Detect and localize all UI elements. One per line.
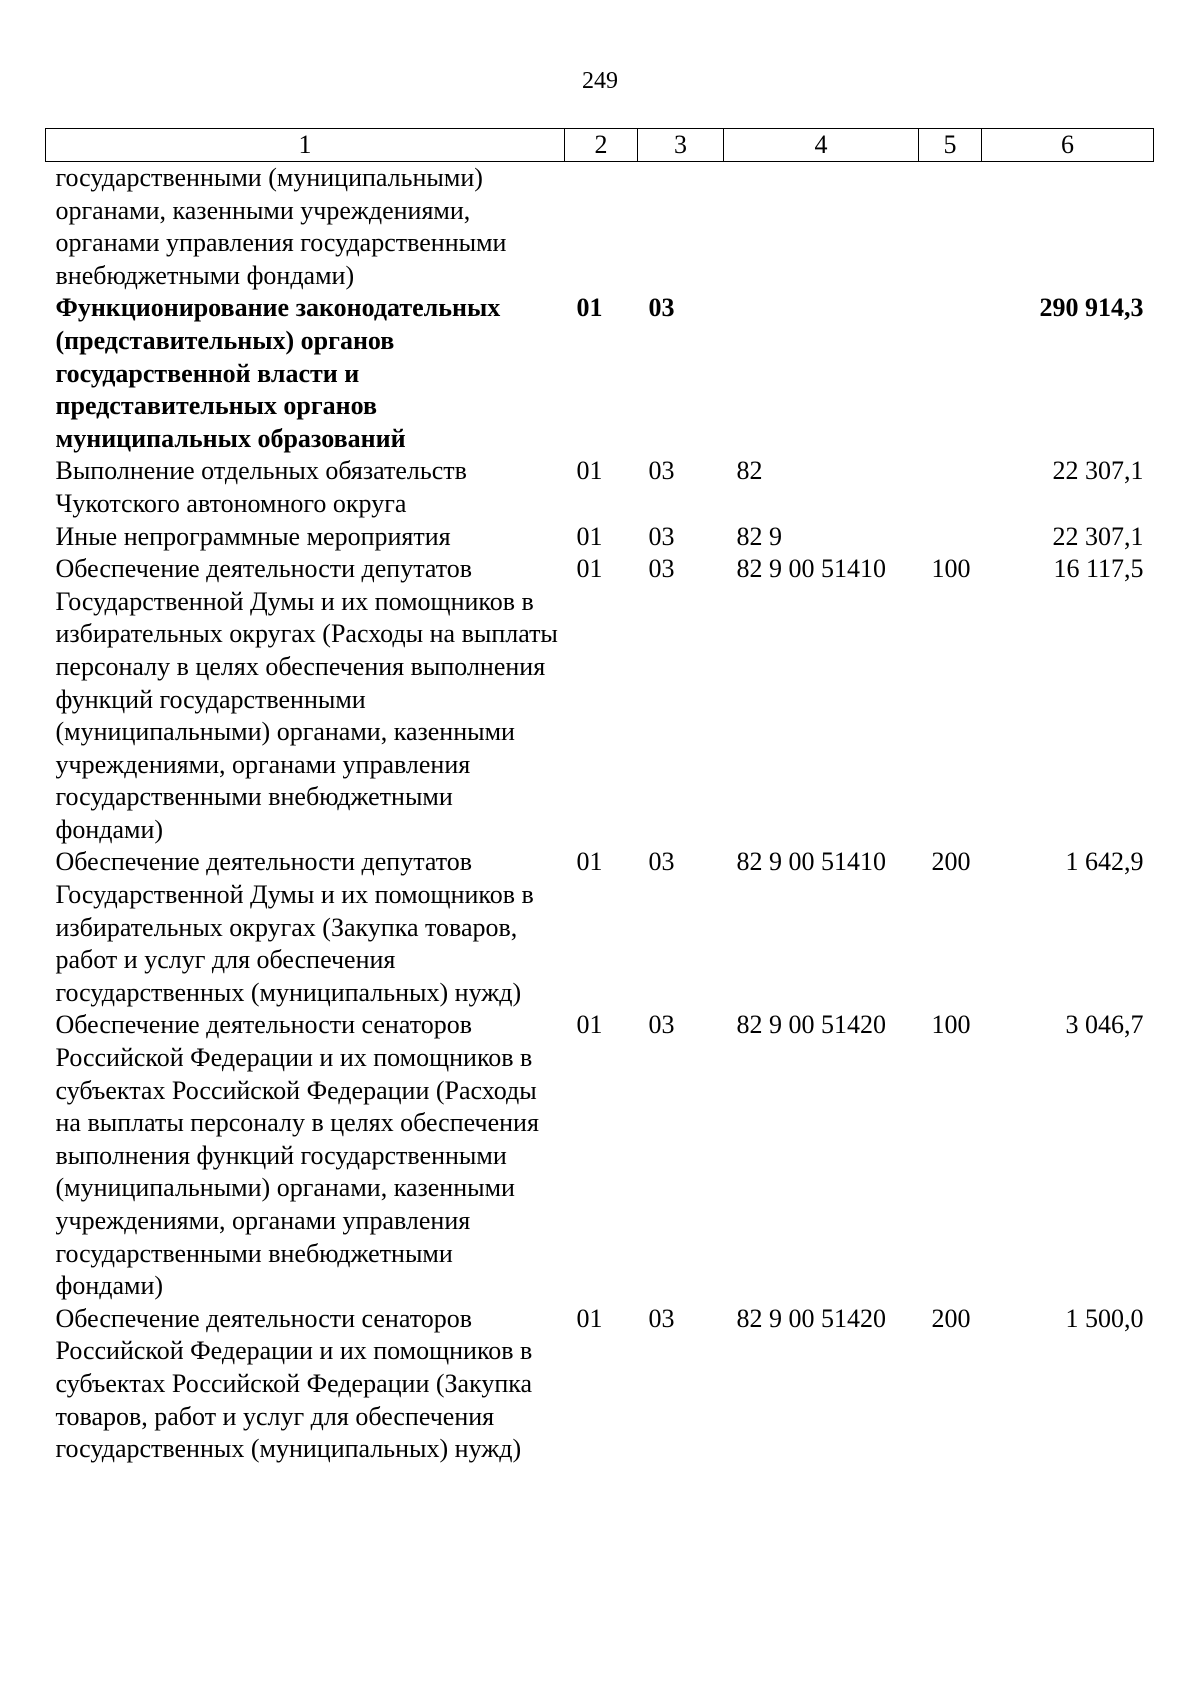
cell-amount: 3 046,7 [1065, 1010, 1144, 1040]
cell-target-article: 82 [736, 456, 763, 486]
cell-expense-type: 200 [931, 1303, 971, 1333]
cell-subsection [638, 162, 724, 293]
table-body [46, 162, 1154, 1466]
cell-subsection: 03 [648, 293, 675, 323]
column-header-5: 5 [919, 129, 982, 162]
cell-section: 01 [576, 521, 603, 551]
cell-expense-type: 200 [931, 847, 971, 877]
cell-section: 01 [576, 1303, 603, 1333]
cell-amount: 16 117,5 [1053, 554, 1144, 584]
cell-subsection: 03 [648, 554, 675, 584]
cell-section: 01 [576, 456, 603, 486]
cell-subsection: 03 [648, 1010, 675, 1040]
table-row [46, 292, 1154, 455]
cell-section: 01 [576, 847, 603, 877]
budget-table [45, 128, 1154, 1466]
cell-expense-type [919, 162, 982, 293]
cell-target-article: 82 9 00 51420 [736, 1303, 886, 1333]
cell-name: Функционирование законодательных (представительных) органов государственной власти и представительных органов муниципальных образований [55, 293, 501, 453]
cell-section: 01 [576, 293, 603, 323]
table-row [46, 553, 1154, 846]
cell-subsection: 03 [648, 847, 675, 877]
column-header-3: 3 [638, 129, 724, 162]
cell-target-article [724, 162, 919, 293]
cell-expense-type [919, 455, 982, 520]
column-header-4: 4 [724, 129, 919, 162]
table-row [46, 1303, 1154, 1466]
cell-target-article: 82 9 [736, 521, 782, 551]
cell-amount: 1 642,9 [1065, 847, 1144, 877]
cell-target-article: 82 9 00 51420 [736, 1010, 886, 1040]
cell-target-article: 82 9 00 51410 [736, 554, 886, 584]
cell-section [565, 162, 638, 293]
table-row [46, 162, 1154, 293]
cell-subsection: 03 [648, 521, 675, 551]
cell-name: Обеспечение деятельности сенаторов Российской Федерации и их помощников в субъектах Российской Федерации (Расходы на выплаты персоналу в целях обеспечения выполнения функций государственными (муниципальными) органами, казенными учреждениями, органами управления государственными внебюджетными фондами) [55, 1010, 539, 1301]
cell-section: 01 [576, 1010, 603, 1040]
cell-expense-type [919, 292, 982, 455]
cell-amount [982, 162, 1154, 293]
cell-name: Иные непрограммные мероприятия [55, 521, 451, 551]
cell-expense-type: 100 [931, 1010, 971, 1040]
cell-name: Обеспечение деятельности депутатов Государственной Думы и их помощников в избирательных округах (Закупка товаров, работ и услуг для обеспечения государственных (муниципальных) нужд) [55, 847, 534, 1007]
cell-target-article: 82 9 00 51410 [736, 847, 886, 877]
table-row [46, 521, 1154, 554]
column-header-2: 2 [565, 129, 638, 162]
cell-subsection: 03 [648, 456, 675, 486]
cell-name: Обеспечение деятельности сенаторов Российской Федерации и их помощников в субъектах Российской Федерации (Закупка товаров, работ и услуг для обеспечения государственных (муниципальных) нужд) [55, 1303, 533, 1464]
cell-amount: 22 307,1 [1052, 456, 1144, 486]
table-row [46, 846, 1154, 1009]
column-header-6: 6 [982, 129, 1154, 162]
table-row [46, 1009, 1154, 1302]
cell-name: Выполнение отдельных обязательств Чукотского автономного округа [55, 456, 467, 518]
column-header-1: 1 [46, 129, 565, 162]
cell-section: 01 [576, 554, 603, 584]
cell-subsection: 03 [648, 1303, 675, 1333]
cell-amount: 290 914,3 [1039, 293, 1144, 323]
cell-amount: 1 500,0 [1065, 1303, 1144, 1333]
page-number: 249 [582, 68, 618, 94]
cell-amount: 22 307,1 [1052, 521, 1144, 551]
cell-expense-type: 100 [931, 554, 971, 584]
cell-name: государственными (муниципальными) органами, казенными учреждениями, органами управления государственными внебюджетными фондами) [55, 163, 507, 290]
table-header-row [46, 129, 1154, 162]
cell-expense-type [919, 521, 982, 554]
cell-target-article [724, 292, 919, 455]
cell-name: Обеспечение деятельности депутатов Государственной Думы и их помощников в избирательных округах (Расходы на выплаты персоналу в целях обеспечения выполнения функций государственными (муниципальными) органами, казенными учреждениями, органами управления государственными внебюджетными фондами) [55, 554, 558, 844]
table-row [46, 455, 1154, 520]
